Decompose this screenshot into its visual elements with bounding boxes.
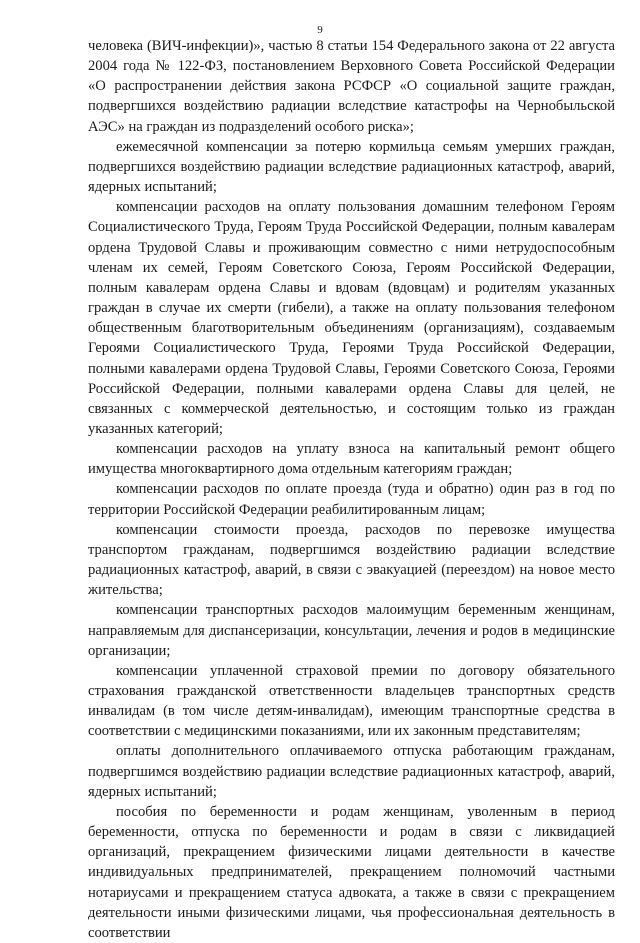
paragraph: компенсации транспортных расходов малоимущим беременным женщинам, направляемым для диспансеризации, консультации, лечения и родов в медицинские организации;: [88, 602, 615, 659]
paragraph: пособия по беременности и родам женщинам, уволенным в период беременности, отпуска по беременности и родам в связи с ликвидацией организаций, прекращением физическими лицами деятельности в качестве индивидуальных предпринимателей, прекращением полномочий частными нотариусами и прекращением статуса адвоката, а также в связи с прекращением деятельности иными физическими лицами, чья профессиональная деятельность в соответствии: [88, 803, 615, 941]
paragraph: компенсации расходов на оплату пользования домашним телефоном Героям Социалистического Труда, Героям Труда Российской Федерации, полным кавалерам ордена Трудовой Славы и проживающим совместно с ними нетрудоспособным членам их семей, Героям Советского Союза, Героям Российской Федерации, полным кавалерам ордена Славы и вдовам (вдовцам) и родителям указанных граждан в случае их смерти (гибели), а также на оплату пользования телефоном общественным благотворительным объединениям (организациям), создаваемым Героями Социалистического Труда, Героями Труда Российской Федерации, полными кавалерами ордена Трудовой Славы, Героями Советского Союза, Героями Российской Федерации, полными кавалерами ордена Славы для целей, не связанных с коммерческой деятельностью, и состоящим только из граждан указанных категорий;: [88, 199, 615, 437]
paragraph: ежемесячной компенсации за потерю кормильца семьям умерших граждан, подвергшихся воздействию радиации вследствие радиационных катастроф, аварий, ядерных испытаний;: [88, 138, 615, 196]
paragraph: компенсации уплаченной страховой премии по договору обязательного страхования гражданской ответственности владельцев транспортных средств инвалидам (в том числе детям-инвалидам), имеющим транспортные средства в соответствии с медицинскими показаниями, или их законным представителям;: [88, 662, 615, 740]
document-body: [88, 36, 615, 943]
paragraph-continued: человека (ВИЧ-инфекции)», частью 8 статьи 154 Федерального закона от 22 августа 2004 года № 122-ФЗ, постановлением Верховного Совета Российской Федерации «О распространении действия закона РСФСР «О социальной защите граждан, подвергшихся воздействию радиации вследствие катастрофы на Чернобыльской АЭС» на граждан из подразделений особого риска»;: [88, 38, 615, 135]
paragraph: компенсации расходов на уплату взноса на капитальный ремонт общего имущества многоквартирного дома отдельным категориям граждан;: [88, 441, 615, 478]
page-number: 9: [317, 24, 323, 36]
paragraph: оплаты дополнительного оплачиваемого отпуска работающим гражданам, подвергшимся воздействию радиации вследствие радиационных катастроф, аварий, ядерных испытаний;: [88, 743, 615, 800]
paragraph: компенсации стоимости проезда, расходов по перевозке имущества транспортом гражданам, подвергшимся воздействию радиации вследствие радиационных катастроф, аварий, в связи с эвакуацией (переездом) на новое место жительства;: [88, 521, 615, 599]
paragraph: компенсации расходов по оплате проезда (туда и обратно) один раз в год по территории Российской Федерации реабилитированным лицам;: [88, 481, 615, 518]
